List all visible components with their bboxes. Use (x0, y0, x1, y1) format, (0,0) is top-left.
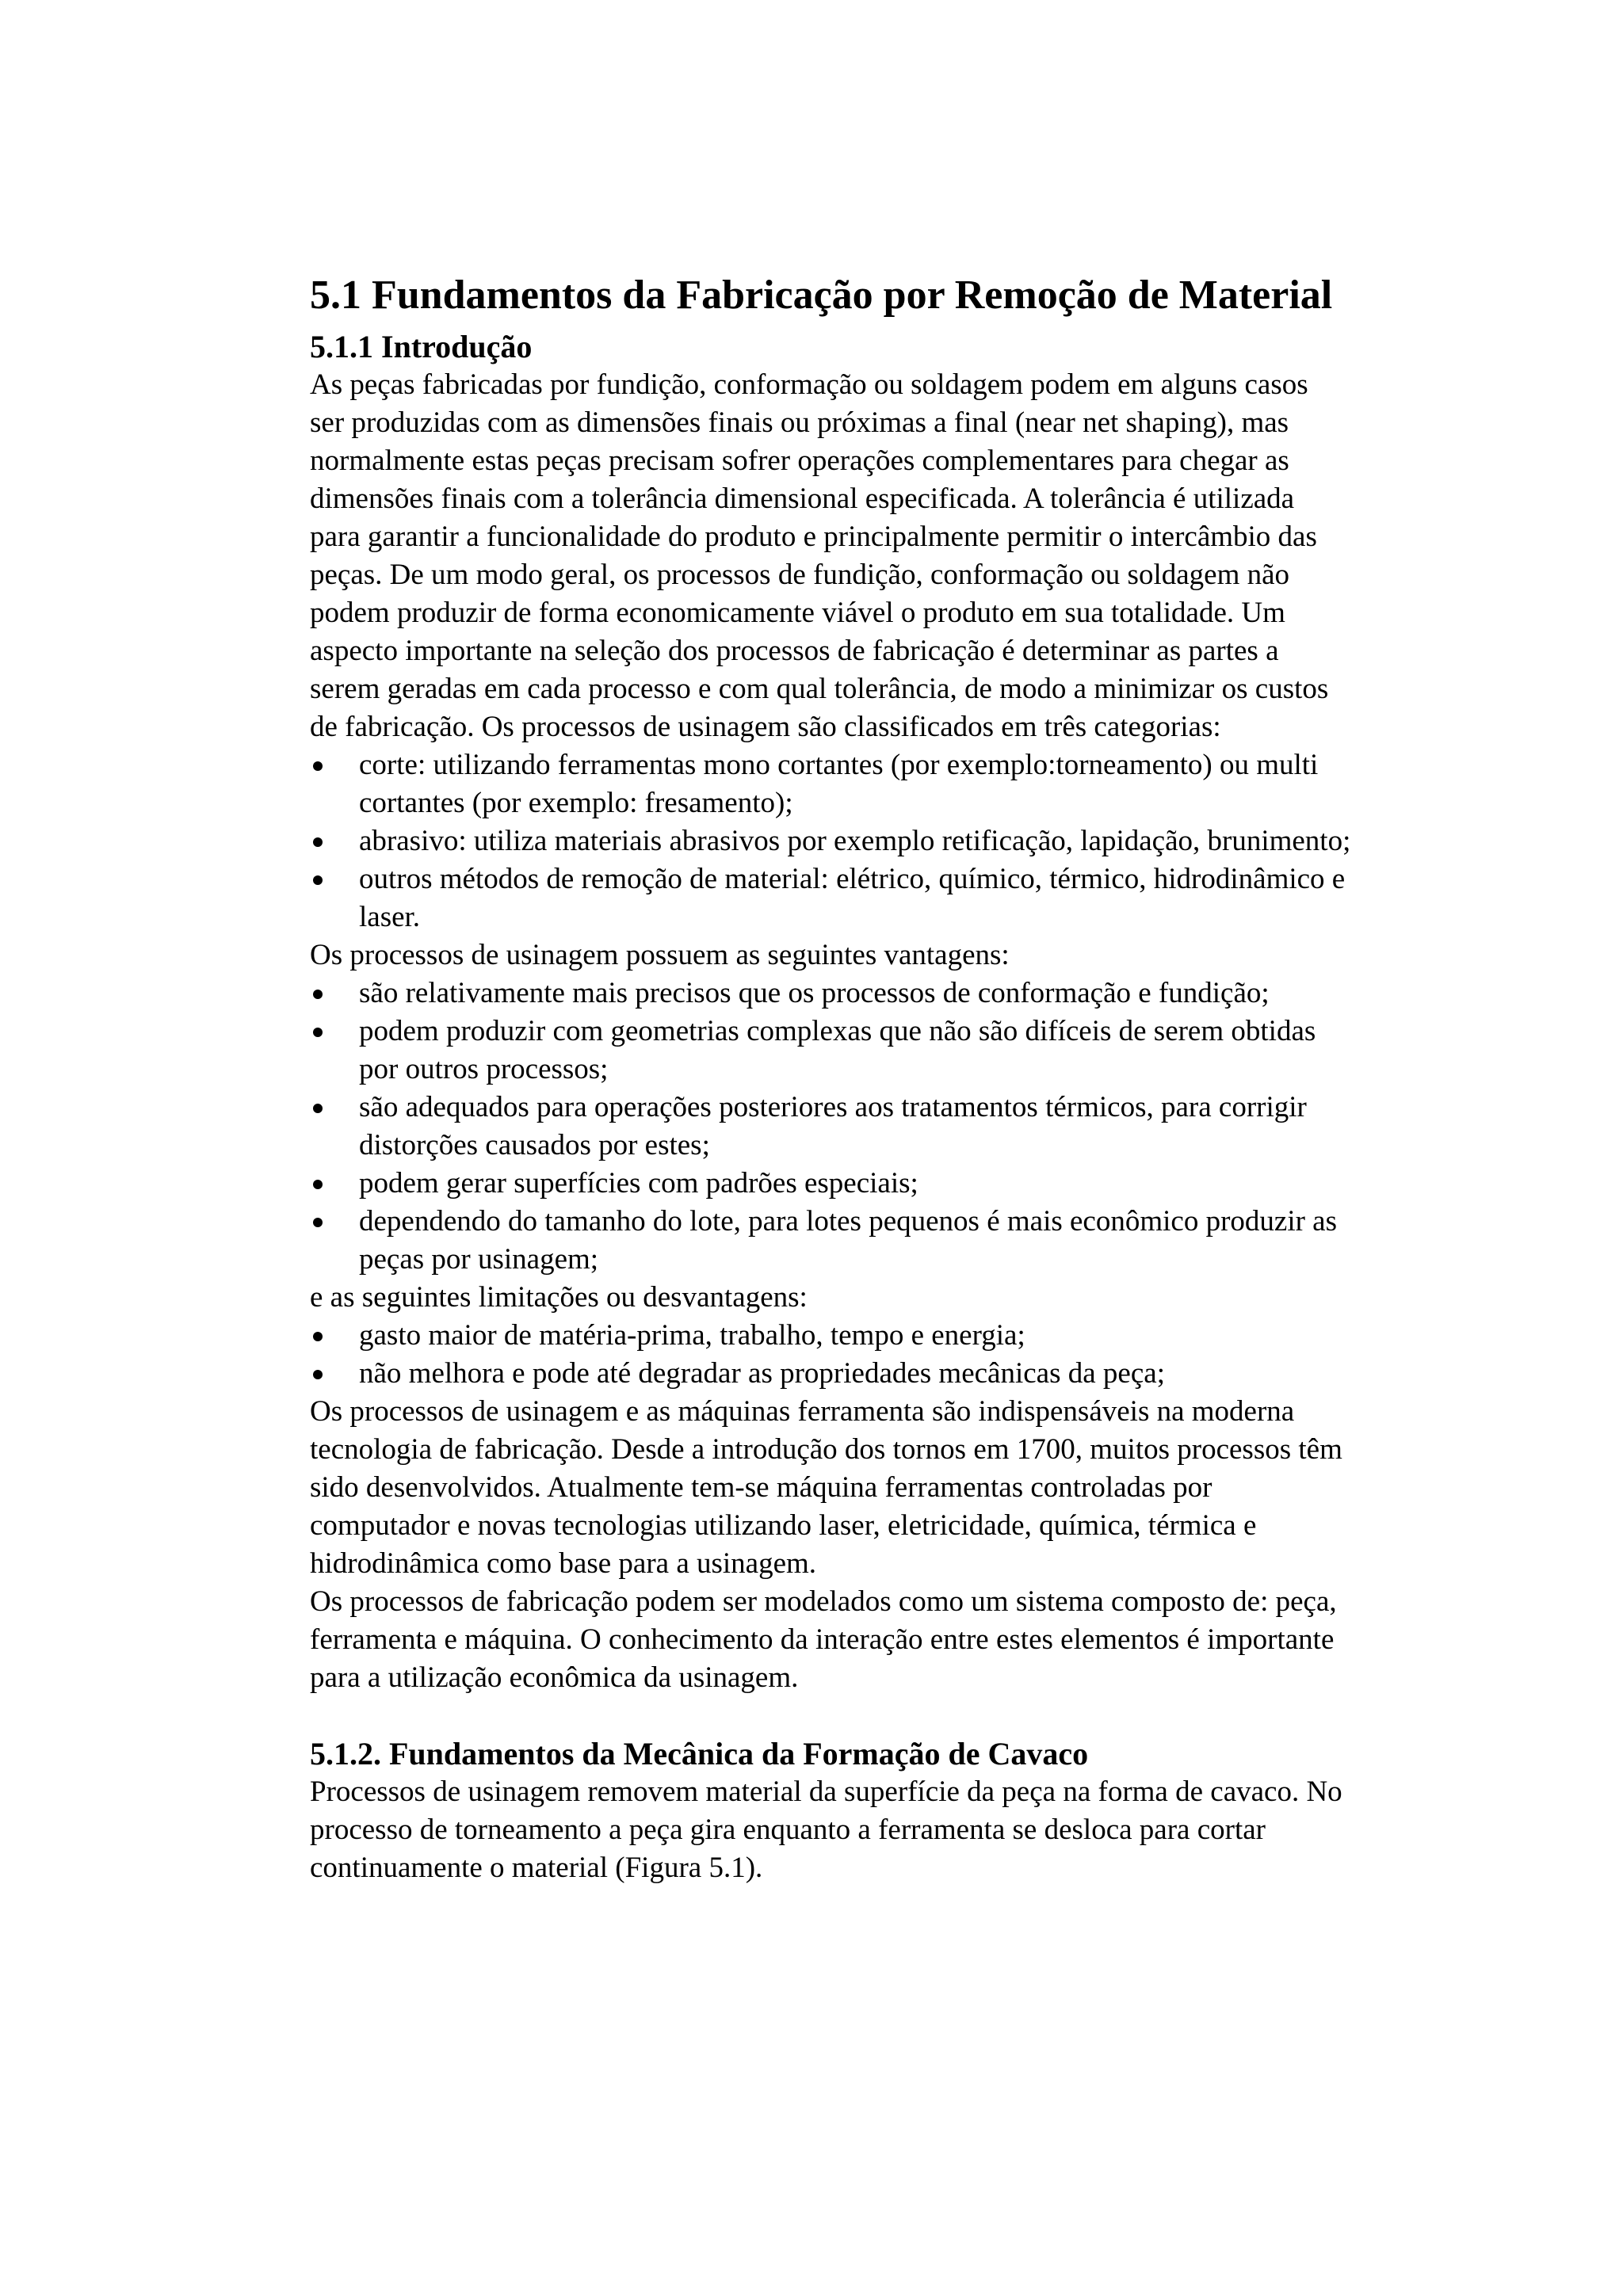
bullet-icon (313, 1332, 323, 1341)
text-line: outros métodos de remoção de material: elétrico, químico, térmico, hidrodinâmico e (359, 863, 1346, 895)
list-item (310, 1013, 1499, 1089)
text-line: por outros processos; (359, 1053, 609, 1085)
document-page (310, 269, 1499, 1887)
text-line: não melhora e pode até degradar as propriedades mecânicas da peça; (359, 1357, 1165, 1390)
text-line: são adequados para operações posteriores aos tratamentos térmicos, para corrigir (359, 1091, 1307, 1123)
bullet-icon (313, 1180, 323, 1189)
list-item (310, 860, 1499, 936)
system-paragraph (310, 1583, 1495, 1697)
text-line: podem produzir com geometrias complexas que não são difíceis de serem obtidas (359, 1015, 1316, 1047)
bullet-icon (313, 875, 323, 885)
text-line: corte: utilizando ferramentas mono cortantes (por exemplo:torneamento) ou multi (359, 749, 1319, 781)
bullet-icon (313, 1104, 323, 1113)
categories-list (310, 746, 1499, 936)
text-line: e as seguintes limitações ou desvantagens: (310, 1281, 808, 1314)
advantages-list (310, 974, 1499, 1279)
bullet-icon (313, 990, 323, 999)
text-line: sido desenvolvidos. Atualmente tem-se máquina ferramentas controladas por (310, 1471, 1212, 1504)
text-line: dependendo do tamanho do lote, para lotes pequenos é mais econômico produzir as (359, 1205, 1337, 1238)
list-item (310, 746, 1499, 822)
text-line: gasto maior de matéria-prima, trabalho, tempo e energia; (359, 1319, 1025, 1352)
limitations-intro (310, 1279, 1495, 1317)
text-line: abrasivo: utiliza materiais abrasivos por exemplo retificação, lapidação, brunimento; (359, 825, 1351, 857)
text-line: podem produzir de forma economicamente viável o produto em sua totalidade. Um (310, 597, 1285, 629)
text-line: peças por usinagem; (359, 1243, 599, 1276)
text-line: aspecto importante na seleção dos processos de fabricação é determinar as partes a (310, 635, 1279, 667)
text-line: distorções causados por estes; (359, 1129, 710, 1161)
text-line: peças. De um modo geral, os processos de fundição, conformação ou soldagem não (310, 559, 1290, 591)
chip-formation-paragraph (310, 1773, 1495, 1887)
text-line: tecnologia de fabricação. Desde a introdução dos tornos em 1700, muitos processos têm (310, 1433, 1342, 1466)
text-line: para a utilização econômica da usinagem. (310, 1661, 799, 1694)
advantages-intro (310, 936, 1495, 974)
text-line: Os processos de usinagem possuem as seguintes vantagens: (310, 939, 1010, 971)
text-line: continuamente o material (Figura 5.1). (310, 1852, 763, 1884)
bullet-icon (313, 761, 323, 771)
intro-paragraph (310, 366, 1495, 746)
machining-paragraph (310, 1393, 1495, 1583)
section-heading: 5.1 Fundamentos da Fabricação por Remoção de Material (310, 273, 1333, 318)
text-line: hidrodinâmica como base para a usinagem. (310, 1547, 817, 1580)
list-item (310, 974, 1499, 1013)
bullet-icon (313, 1370, 323, 1379)
text-line: ser produzidas com as dimensões finais ou próximas a final (near net shaping), mas (310, 406, 1289, 439)
text-line: laser. (359, 901, 421, 933)
text-line: computador e novas tecnologias utilizando laser, eletricidade, química, térmica e (310, 1509, 1257, 1542)
text-line: de fabricação. Os processos de usinagem são classificados em três categorias: (310, 711, 1221, 743)
list-item (310, 822, 1499, 860)
text-line: cortantes (por exemplo: fresamento); (359, 787, 793, 819)
bullet-icon (313, 1218, 323, 1227)
list-item (310, 1203, 1499, 1279)
limitations-list (310, 1317, 1499, 1393)
bullet-icon (313, 837, 323, 847)
list-item (310, 1355, 1499, 1393)
text-line: Os processos de usinagem e as máquinas ferramenta são indispensáveis na moderna (310, 1395, 1295, 1428)
subsection-heading-chip-formation: 5.1.2. Fundamentos da Mecânica da Formação de Cavaco (310, 1736, 1089, 1772)
text-line: podem gerar superfícies com padrões especiais; (359, 1167, 918, 1199)
text-line: As peças fabricadas por fundição, conformação ou soldagem podem em alguns casos (310, 368, 1308, 401)
text-line: normalmente estas peças precisam sofrer operações complementares para chegar as (310, 444, 1289, 477)
text-line: processo de torneamento a peça gira enquanto a ferramenta se desloca para cortar (310, 1814, 1266, 1846)
text-line: são relativamente mais precisos que os processos de conformação e fundição; (359, 977, 1270, 1009)
list-item (310, 1089, 1499, 1165)
subsection-heading-intro: 5.1.1 Introdução (310, 329, 533, 364)
text-line: Processos de usinagem removem material da superfície da peça na forma de cavaco. No (310, 1775, 1342, 1808)
text-line: ferramenta e máquina. O conhecimento da interação entre estes elementos é importante (310, 1623, 1335, 1656)
text-line: Os processos de fabricação podem ser modelados como um sistema composto de: peça, (310, 1585, 1337, 1618)
text-line: para garantir a funcionalidade do produto e principalmente permitir o intercâmbio das (310, 521, 1317, 553)
list-item (310, 1317, 1499, 1355)
text-line: serem geradas em cada processo e com qual tolerância, de modo a minimizar os custos (310, 673, 1329, 705)
text-line: dimensões finais com a tolerância dimensional especificada. A tolerância é utilizada (310, 482, 1295, 515)
list-item (310, 1165, 1499, 1203)
bullet-icon (313, 1028, 323, 1037)
